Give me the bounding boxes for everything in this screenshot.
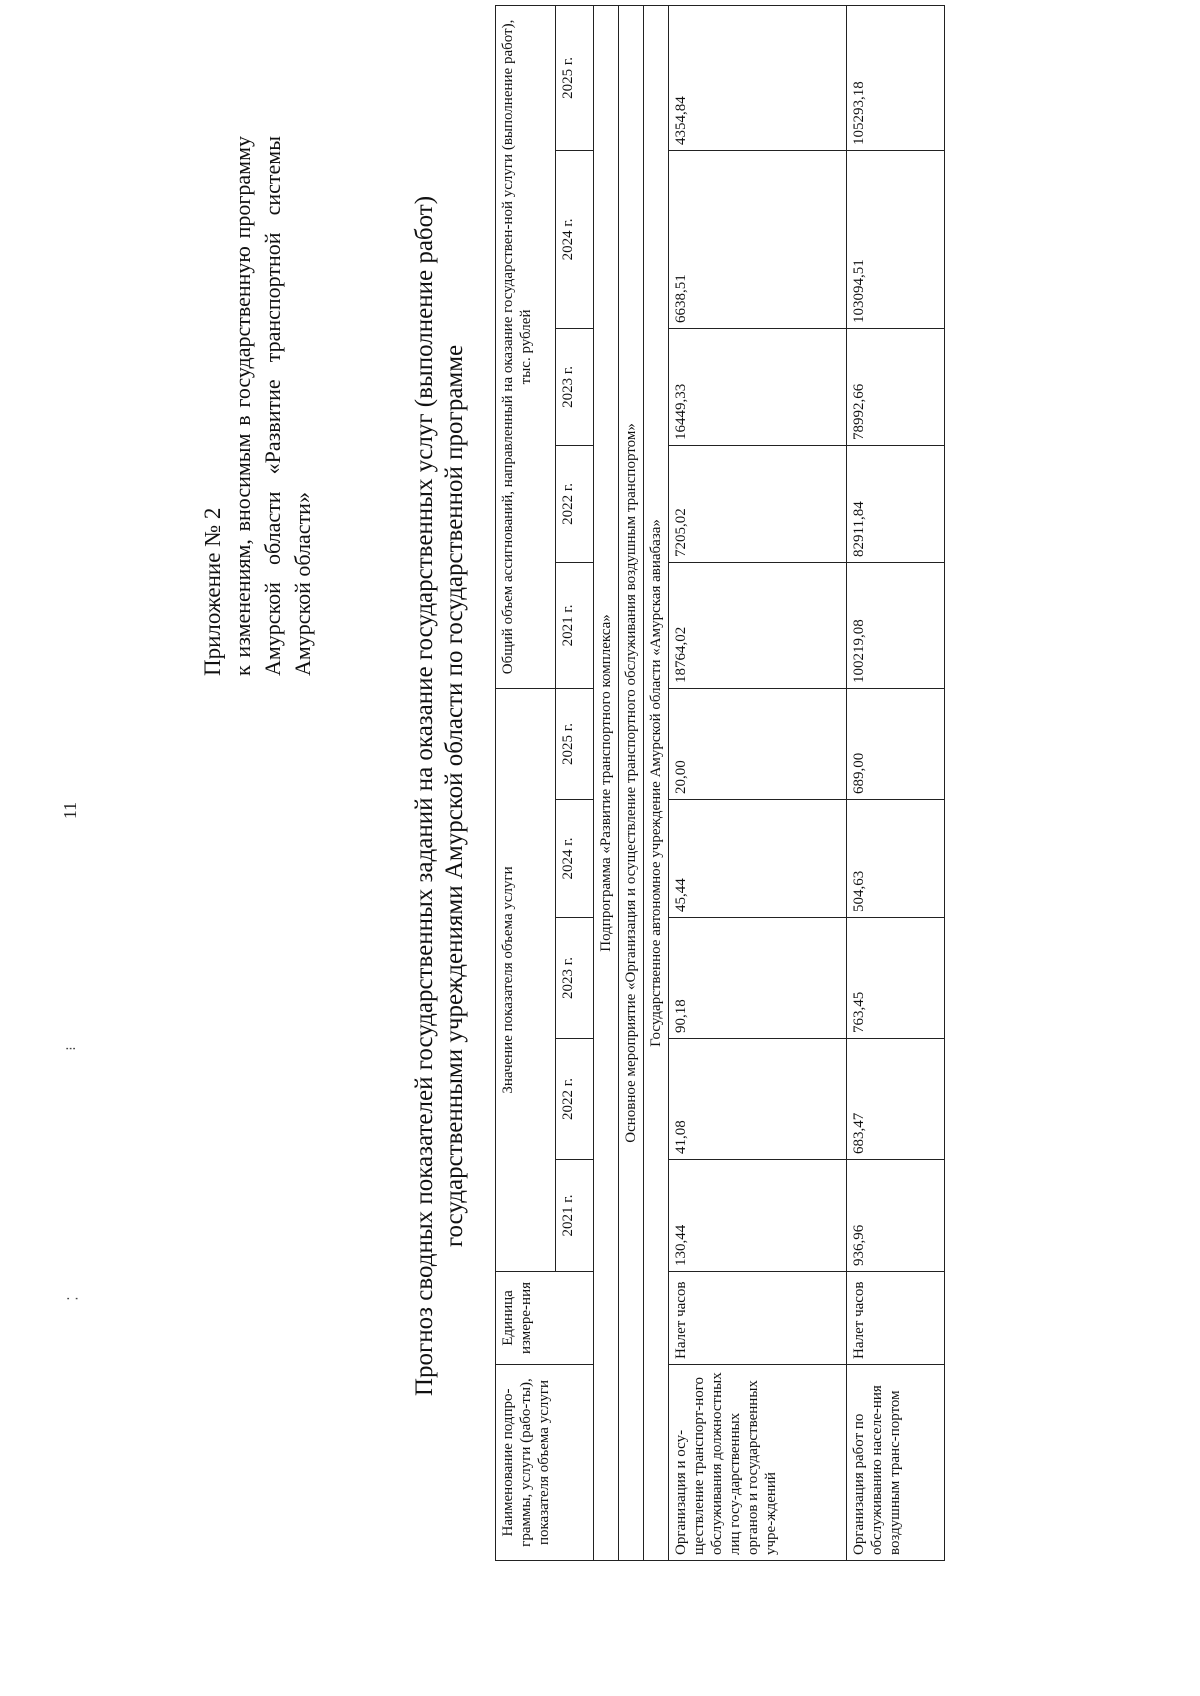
finance-value: 103094,51 <box>847 150 945 328</box>
header-volume-year: 2021 г. <box>556 1160 594 1272</box>
document-title-line-2: государственными учреждениями Амурской области по государственной программе <box>441 344 468 1248</box>
table-row <box>847 5 945 1560</box>
header-row-1 <box>496 5 556 1560</box>
scan-speck: ⁝ <box>64 1046 80 1051</box>
header-finance-year: 2023 г. <box>556 328 594 445</box>
volume-value: 20,00 <box>669 688 847 799</box>
header-finance-group: Общий объем ассигнований, направленный на оказание государствен-ной услуги (выполнение работ), тыс. рублей <box>496 5 556 688</box>
section-row <box>644 5 669 1560</box>
header-volume-year: 2023 г. <box>556 918 594 1039</box>
finance-value: 105293,18 <box>847 5 945 150</box>
appendix-text: к изменениям, вносимым в государственную программу Амурской области «Развитие транспортной системы Амурской области» <box>230 136 315 676</box>
finance-value: 4354,84 <box>669 5 847 150</box>
finance-value: 16449,33 <box>669 328 847 445</box>
volume-value: 130,44 <box>669 1160 847 1272</box>
appendix-title: Приложение № 2 <box>200 507 225 676</box>
row-name: Организация работ по обслуживанию населе-ния воздушным транс-портом <box>847 1365 945 1561</box>
header-name: Наименование подпро-граммы, услуги (рабо-ты), показателя объема услуги <box>496 1365 594 1561</box>
finance-value: 7205,02 <box>669 445 847 562</box>
header-volume-year: 2022 г. <box>556 1039 594 1160</box>
header-unit: Единица измере-ния <box>496 1272 594 1365</box>
volume-value: 90,18 <box>669 918 847 1039</box>
scan-speck: ⁚ <box>66 1296 82 1301</box>
row-unit: Налет часов <box>847 1272 945 1365</box>
main-activity-title: Основное мероприятие «Организация и осуществление транспортного обслуживания воздушным транспортом» <box>619 5 644 1560</box>
section-row <box>594 5 619 1560</box>
header-volume-group: Значение показателя объема услуги <box>496 688 556 1271</box>
volume-value: 41,08 <box>669 1039 847 1160</box>
finance-value: 82911,84 <box>847 445 945 562</box>
header-finance-year: 2022 г. <box>556 445 594 562</box>
forecast-table <box>495 5 945 1561</box>
section-row <box>619 5 644 1560</box>
header-finance-year: 2021 г. <box>556 562 594 688</box>
header-volume-year: 2025 г. <box>556 688 594 799</box>
volume-value: 683,47 <box>847 1039 945 1160</box>
finance-value: 100219,08 <box>847 562 945 688</box>
table-row <box>669 5 847 1560</box>
finance-value: 78992,66 <box>847 328 945 445</box>
subprogram-title: Подпрограмма «Развитие транспортного комплекса» <box>594 5 619 1560</box>
institution-title: Государственное автономное учреждение Амурской области «Амурская авиабаза» <box>644 5 669 1560</box>
volume-value: 763,45 <box>847 918 945 1039</box>
finance-value: 6638,51 <box>669 150 847 328</box>
row-unit: Налет часов <box>669 1272 847 1365</box>
volume-value: 936,96 <box>847 1160 945 1272</box>
volume-value: 504,63 <box>847 800 945 918</box>
row-name: Организация и осу-ществление транспорт-ного обслуживания должностных лиц госу-дарственных органов и государственных учре-ждений <box>669 1365 847 1561</box>
header-finance-year: 2024 г. <box>556 150 594 328</box>
page-number: 11 <box>60 801 81 820</box>
document-title <box>410 46 470 1546</box>
appendix-block <box>198 136 318 676</box>
document-title-line-1: Прогноз сводных показателей государственных заданий на оказание государственных услуг (выполнение работ) <box>411 195 438 1397</box>
header-volume-year: 2024 г. <box>556 800 594 918</box>
volume-value: 689,00 <box>847 688 945 799</box>
header-finance-year: 2025 г. <box>556 5 594 150</box>
volume-value: 45,44 <box>669 800 847 918</box>
finance-value: 18764,02 <box>669 562 847 688</box>
